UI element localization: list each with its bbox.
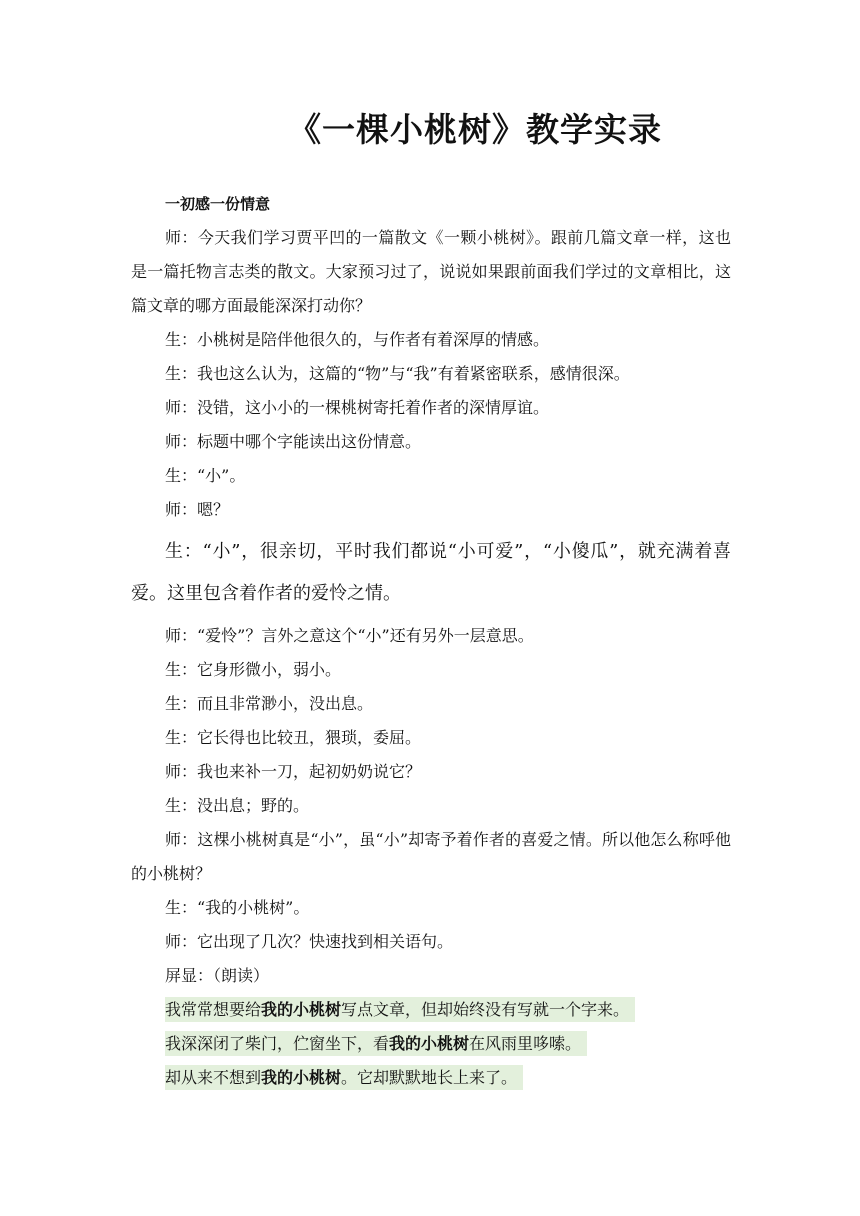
paragraph: 师：没错，这小小的一棵桃树寄托着作者的深情厚谊。 bbox=[165, 398, 550, 417]
highlight-box bbox=[165, 1065, 523, 1090]
quote-text: 却从来不想到 bbox=[165, 1068, 262, 1087]
highlight-quote bbox=[131, 1061, 731, 1095]
page-title: 《一棵小桃树》教学实录 bbox=[288, 110, 662, 149]
paragraph: 生：没出息；野的。 bbox=[165, 796, 310, 815]
section-heading: 一初感一份情意 bbox=[165, 195, 271, 213]
quote-text: 在风雨里哆嗦。 bbox=[469, 1034, 582, 1053]
paragraph: 师：我也来补一刀，起初奶奶说它？ bbox=[165, 762, 422, 781]
quote-text: 我深深闭了柴门，伫窗坐下，看 bbox=[165, 1034, 390, 1053]
paragraph: 师：标题中哪个字能读出这份情意。 bbox=[165, 432, 422, 451]
paragraph-large: 生：“小”，很亲切，平时我们都说“小可爱”，“小傻瓜”，就充满着喜爱。这里包含着作者的爱怜之情。 bbox=[131, 541, 731, 604]
paragraph: 师：这棵小桃树真是“小”，虽“小”却寄予着作者的喜爱之情。所以他怎么称呼他的小桃树？ bbox=[131, 830, 731, 883]
quote-bold: 我的小桃树 bbox=[261, 1068, 342, 1087]
paragraph: 屏显：（朗读） bbox=[165, 966, 270, 985]
paragraph: 生：它长得也比较丑，猥琐，委屈。 bbox=[165, 728, 422, 747]
highlight-quote bbox=[131, 993, 731, 1027]
paragraph: 生：它身形微小，弱小。 bbox=[165, 660, 342, 679]
quote-text: 写点文章，但却始终没有写就一个字来。 bbox=[341, 1000, 630, 1019]
paragraph: 生：“我的小桃树”。 bbox=[165, 898, 310, 917]
paragraph: 师：嗯？ bbox=[165, 500, 230, 519]
quote-bold: 我的小桃树 bbox=[389, 1034, 470, 1053]
paragraph: 师：今天我们学习贾平凹的一篇散文《一颗小桃树》。跟前几篇文章一样，这也是一篇托物言志类的散文。大家预习过了，说说如果跟前面我们学过的文章相比，这篇文章的哪方面最能深深打动你？ bbox=[131, 228, 731, 315]
highlight-quote bbox=[131, 1027, 731, 1061]
document-body bbox=[131, 187, 731, 1095]
paragraph: 生：而且非常渺小，没出息。 bbox=[165, 694, 374, 713]
paragraph: 师：它出现了几次？快速找到相关语句。 bbox=[165, 932, 454, 951]
paragraph: 生：我也这么认为，这篇的“物”与“我”有着紧密联系，感情很深。 bbox=[165, 364, 630, 383]
paragraph: 生：小桃树是陪伴他很久的，与作者有着深厚的情感。 bbox=[165, 330, 550, 349]
highlight-box bbox=[165, 997, 635, 1022]
quote-text: 。它却默默地长上来了。 bbox=[341, 1068, 518, 1087]
quote-text: 我常常想要给 bbox=[165, 1000, 262, 1019]
highlight-box bbox=[165, 1031, 587, 1056]
paragraph: 生：“小”。 bbox=[165, 466, 246, 485]
quote-bold: 我的小桃树 bbox=[261, 1000, 342, 1019]
paragraph: 师：“爱怜”？言外之意这个“小”还有另外一层意思。 bbox=[165, 626, 534, 645]
